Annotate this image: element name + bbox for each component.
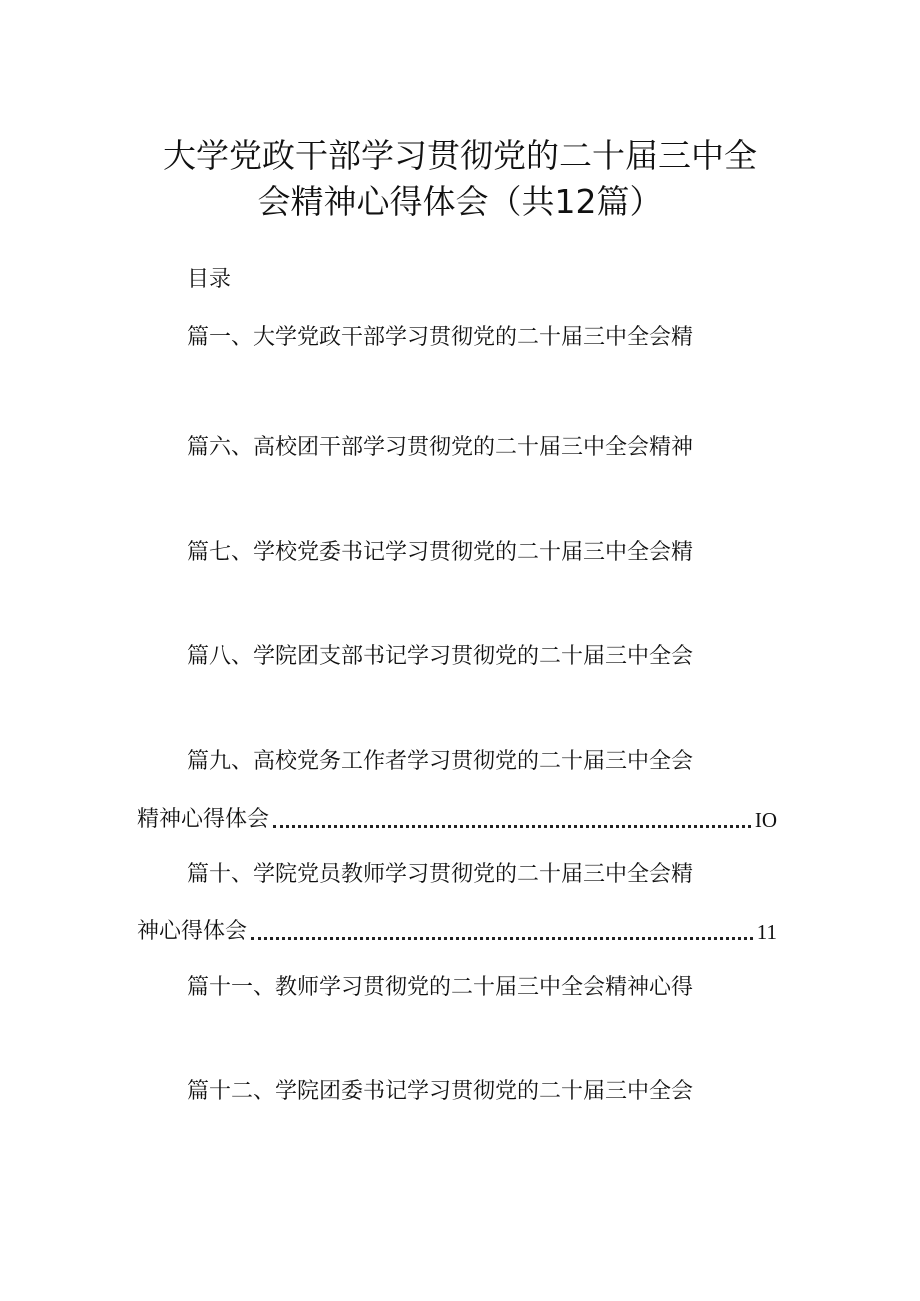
toc-entry-9[interactable]: 篇九、高校党务工作者学习贯彻党的二十届三中全会 — [187, 749, 694, 774]
toc-entry-10-cont-text: 神心得体会 — [137, 919, 248, 944]
toc-entry-10-continuation[interactable] — [137, 916, 777, 948]
document-title-line-2: 会精神心得体会（共12篇） — [257, 182, 663, 221]
toc-entry-9-page-number: IO — [754, 808, 777, 832]
toc-entry-1[interactable]: 篇一、大学党政干部学习贯彻党的二十届三中全会精 — [187, 325, 694, 350]
toc-entry-12[interactable]: 篇十二、学院团委书记学习贯彻党的二十届三中全会 — [187, 1079, 694, 1104]
toc-entry-9-cont-text: 精神心得体会 — [137, 807, 270, 832]
toc-entry-10[interactable]: 篇十、学院党员教师学习贯彻党的二十届三中全会精 — [187, 862, 694, 887]
toc-leader-dots — [251, 936, 753, 940]
toc-entry-11[interactable]: 篇十一、教师学习贯彻党的二十届三中全会精神心得 — [187, 975, 694, 1000]
toc-entry-10-page-number: 11 — [756, 920, 777, 944]
toc-entry-9-continuation[interactable] — [137, 804, 777, 836]
toc-entry-6[interactable]: 篇六、高校团干部学习贯彻党的二十届三中全会精神 — [187, 435, 694, 460]
toc-leader-dots — [273, 824, 751, 828]
document-title-line-1: 大学党政干部学习贯彻党的二十届三中全 — [163, 136, 757, 175]
toc-entry-7[interactable]: 篇七、学校党委书记学习贯彻党的二十届三中全会精 — [187, 540, 694, 565]
toc-heading: 目录 — [187, 267, 232, 292]
toc-entry-8[interactable]: 篇八、学院团支部书记学习贯彻党的二十届三中全会 — [187, 644, 694, 669]
